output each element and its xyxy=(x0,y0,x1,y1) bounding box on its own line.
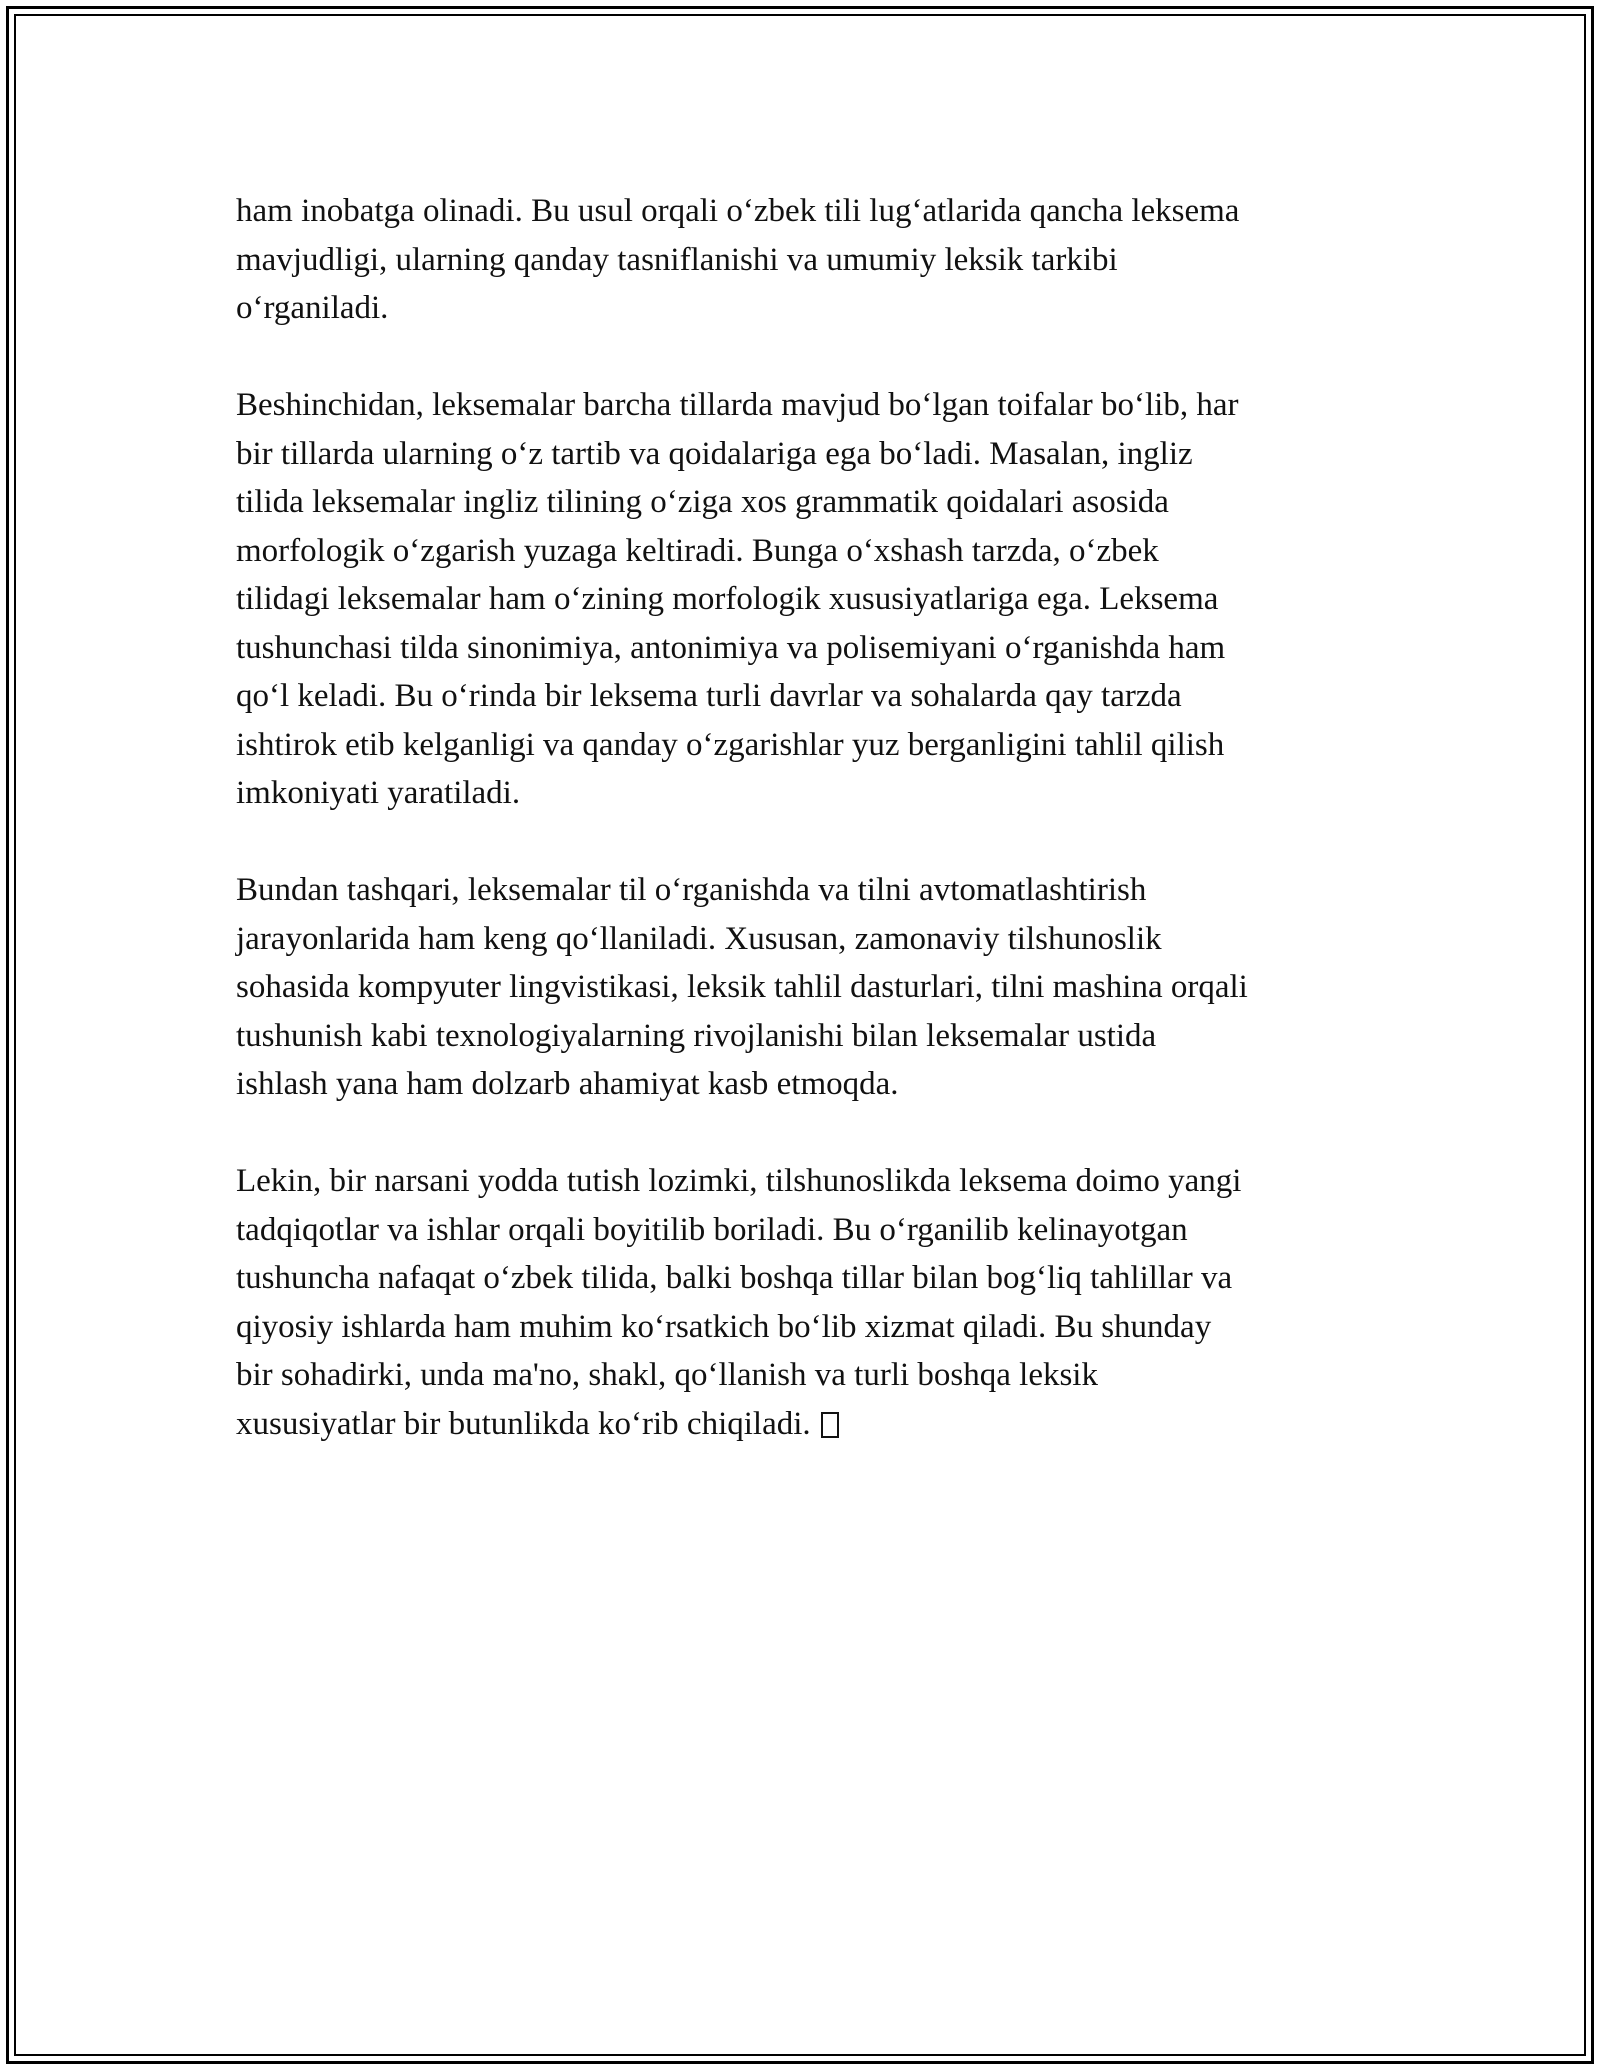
text-line: tilidagi leksemalar ham o‘zining morfologik xususiyatlariga ega. Leksema xyxy=(236,581,1219,617)
text-line: ishlash yana ham dolzarb ahamiyat kasb etmoqda. xyxy=(236,1066,899,1102)
text-line: tilida leksemalar ingliz tilining o‘ziga xos grammatik qoidalari asosida xyxy=(236,484,1169,520)
text-line: bir sohadirki, unda ma'no, shakl, qo‘llanish va turli boshqa leksik xyxy=(236,1357,1098,1393)
text-line-content: xususiyatlar bir butunlikda ko‘rib chiqiladi. xyxy=(236,1405,811,1442)
text-line: Beshinchidan, leksemalar barcha tillarda mavjud bo‘lgan toifalar bo‘lib, har xyxy=(236,387,1239,423)
document-body xyxy=(236,187,1366,1497)
text-line: imkoniyati yaratiladi. xyxy=(236,775,521,811)
text-line: Bundan tashqari, leksemalar til o‘rganishda va tilni avtomatlashtirish xyxy=(236,872,1147,908)
text-line: jarayonlarida ham keng qo‘llaniladi. Xususan, zamonaviy tilshunoslik xyxy=(236,920,1162,957)
text-line-last xyxy=(236,1400,1366,1449)
text-line: bir tillarda ularning o‘z tartib va qoidalariga ega bo‘ladi. Masalan, ingliz xyxy=(236,435,1193,472)
paragraph-4 xyxy=(236,1157,1366,1448)
text-line: tushuncha nafaqat o‘zbek tilida, balki boshqa tillar bilan bog‘liq tahlillar va xyxy=(236,1260,1233,1296)
text-line: tushunish kabi texnologiyalarning rivojlanishi bilan leksemalar ustida xyxy=(236,1017,1157,1054)
text-line: morfologik o‘zgarish yuzaga keltiradi. Bunga o‘xshash tarzda, o‘zbek xyxy=(236,532,1159,569)
text-line: tadqiqotlar va ishlar orqali boyitilib boriladi. Bu o‘rganilib kelinayotgan xyxy=(236,1211,1188,1248)
text-line: mavjudligi, ularning qanday tasniflanishi va umumiy leksik tarkibi xyxy=(236,241,1118,278)
text-line: qo‘l keladi. Bu o‘rinda bir leksema turli davrlar va sohalarda qay tarzda xyxy=(236,678,1182,714)
text-line: o‘rganiladi. xyxy=(236,290,389,326)
text-line: ishtirok etib kelganligi va qanday o‘zgarishlar yuz berganligini tahlil qilish xyxy=(236,726,1225,763)
text-line: sohasida kompyuter lingvistikasi, leksik tahlil dasturlari, tilni mashina orqali xyxy=(236,969,1248,1005)
text-line: tushunchasi tilda sinonimiya, antonimiya va polisemiyani o‘rganishda ham xyxy=(236,629,1226,666)
paragraph-2 xyxy=(236,381,1366,818)
paragraph-1 xyxy=(236,187,1366,333)
text-line: qiyosiy ishlarda ham muhim ko‘rsatkich bo‘lib xizmat qiladi. Bu shunday xyxy=(236,1308,1212,1345)
text-line: Lekin, bir narsani yodda tutish lozimki, tilshunoslikda leksema doimo yangi xyxy=(236,1163,1242,1199)
paragraph-3 xyxy=(236,866,1366,1109)
missing-glyph-box-icon xyxy=(821,1412,839,1438)
text-line: ham inobatga olinadi. Bu usul orqali o‘zbek tili lug‘atlarida qancha leksema xyxy=(236,193,1240,229)
